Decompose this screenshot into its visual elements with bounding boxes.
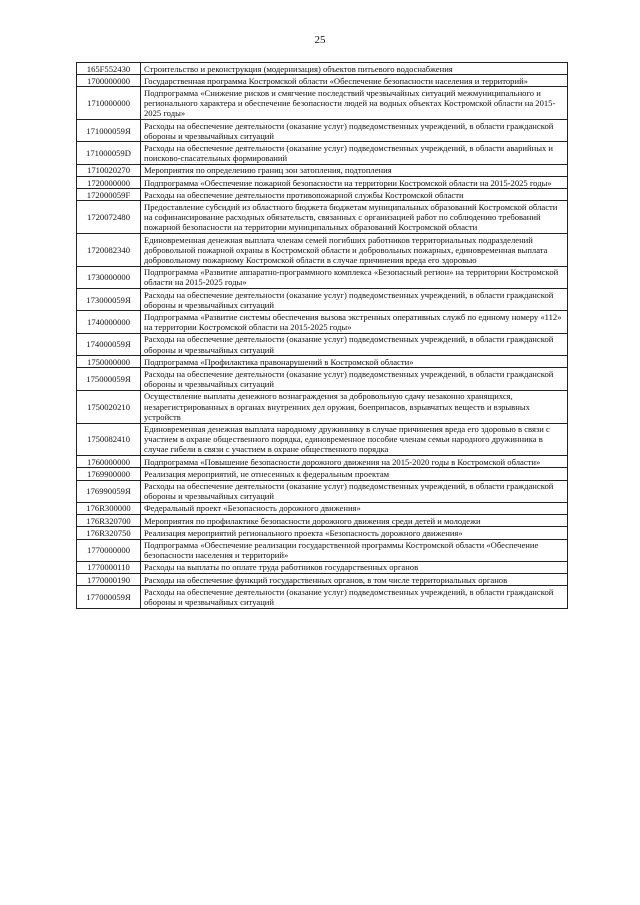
budget-code-cell: 1770000110 <box>77 561 141 573</box>
table-row <box>77 266 568 288</box>
description-cell: Подпрограмма «Обеспечение реализации государственной программы Костромской области «Обеспечение безопасности населения и территорий» <box>141 539 568 561</box>
table-body <box>77 63 568 609</box>
table-row <box>77 515 568 527</box>
table-row <box>77 368 568 390</box>
description-cell: Расходы на обеспечение деятельности (оказание услуг) подведомственных учреждений, в области гражданской обороны и чрезвычайных ситуаций <box>141 289 568 311</box>
description-cell: Государственная программа Костромской области «Обеспечение безопасности населения и территорий» <box>141 75 568 87</box>
budget-code-cell: 1720072480 <box>77 201 141 234</box>
budget-code-cell: 1730000000 <box>77 266 141 288</box>
budget-code-table <box>76 62 568 609</box>
description-cell: Расходы на выплаты по оплате труда работников государственных органов <box>141 561 568 573</box>
budget-code-cell: 1770000190 <box>77 574 141 586</box>
table-row <box>77 539 568 561</box>
budget-code-cell: 177000059Я <box>77 586 141 608</box>
budget-code-cell: 1769900000 <box>77 468 141 480</box>
budget-code-cell: 165F552430 <box>77 63 141 75</box>
table-row <box>77 527 568 539</box>
description-cell: Подпрограмма «Обеспечение пожарной безопасности на территории Костромской области на 2015-2025 годы» <box>141 177 568 189</box>
table-row <box>77 502 568 514</box>
table-row <box>77 289 568 311</box>
description-cell: Мероприятия по определению границ зон затопления, подтопления <box>141 164 568 176</box>
table-row <box>77 201 568 234</box>
table-row <box>77 390 568 423</box>
description-cell: Подпрограмма «Снижение рисков и смягчение последствий чрезвычайных ситуаций межмуниципального и регионального характера и обеспечение безопасности людей на водных объектах Костромской области на 2015-2025 годы» <box>141 87 568 120</box>
table-row <box>77 586 568 608</box>
description-cell: Расходы на обеспечение деятельности (оказание услуг) подведомственных учреждений, в области гражданской обороны и чрезвычайных ситуаций <box>141 480 568 502</box>
budget-code-cell: 1770000000 <box>77 539 141 561</box>
description-cell: Мероприятия по профилактике безопасности дорожного движения среди детей и молодежи <box>141 515 568 527</box>
table-row <box>77 234 568 267</box>
description-cell: Расходы на обеспечение деятельности (оказание услуг) подведомственных учреждений, в области гражданской обороны и чрезвычайных ситуаций <box>141 120 568 142</box>
table-row <box>77 142 568 164</box>
description-cell: Единовременная денежная выплата членам семей погибших работников территориальных подразделений добровольной пожарной охраны в Костромской области и добровольных пожарных, единовременная выплата добровольному пожарному Костромской области в случае причинения вреда его здоровью <box>141 234 568 267</box>
description-cell: Реализация мероприятий, не отнесенных к федеральным проектам <box>141 468 568 480</box>
budget-code-cell: 176990059Я <box>77 480 141 502</box>
table-row <box>77 561 568 573</box>
budget-code-cell: 176R320750 <box>77 527 141 539</box>
page-number: 25 <box>314 34 326 46</box>
table-row <box>77 423 568 456</box>
description-cell: Расходы на обеспечение деятельности противопожарной службы Костромской области <box>141 189 568 201</box>
description-cell: Расходы на обеспечение деятельности (оказание услуг) подведомственных учреждений, в области аварийных и поисково-спасательных формирований <box>141 142 568 164</box>
budget-code-cell: 1750020210 <box>77 390 141 423</box>
budget-code-cell: 1750000000 <box>77 356 141 368</box>
budget-code-cell: 176R300000 <box>77 502 141 514</box>
description-cell: Расходы на обеспечение функций государственных органов, в том числе территориальных органов <box>141 574 568 586</box>
budget-code-cell: 174000059Я <box>77 333 141 355</box>
table-row <box>77 87 568 120</box>
table-row <box>77 75 568 87</box>
description-cell: Единовременная денежная выплата народному дружиннику в случае причинения вреда его здоровью в связи с участием в охране общественного порядка, единовременное пособие членам семьи народного дружинника в случае гибели в связи с участием в охране общественного порядка <box>141 423 568 456</box>
budget-code-cell: 1740000000 <box>77 311 141 333</box>
description-cell: Подпрограмма «Развитие системы обеспечения вызова экстренных оперативных служб по единому номеру «112» на территории Костромской области на 2015-2025 годы» <box>141 311 568 333</box>
budget-code-cell: 173000059Я <box>77 289 141 311</box>
table-row <box>77 480 568 502</box>
description-cell: Строительство и реконструкция (модернизация) объектов питьевого водоснабжения <box>141 63 568 75</box>
budget-code-cell: 175000059Я <box>77 368 141 390</box>
table-row <box>77 120 568 142</box>
table-row <box>77 189 568 201</box>
table-row <box>77 333 568 355</box>
table-row <box>77 468 568 480</box>
description-cell: Федеральный проект «Безопасность дорожного движения» <box>141 502 568 514</box>
description-cell: Расходы на обеспечение деятельности (оказание услуг) подведомственных учреждений, в области гражданской обороны и чрезвычайных ситуаций <box>141 368 568 390</box>
table-row <box>77 311 568 333</box>
budget-code-cell: 1760000000 <box>77 456 141 468</box>
budget-code-cell: 1750082410 <box>77 423 141 456</box>
budget-code-cell: 176R320700 <box>77 515 141 527</box>
budget-code-cell: 1700000000 <box>77 75 141 87</box>
budget-code-cell: 171000059D <box>77 142 141 164</box>
budget-code-cell: 1710000000 <box>77 87 141 120</box>
description-cell: Расходы на обеспечение деятельности (оказание услуг) подведомственных учреждений, в области гражданской обороны и чрезвычайных ситуаций <box>141 333 568 355</box>
description-cell: Расходы на обеспечение деятельности (оказание услуг) подведомственных учреждений, в области гражданской обороны и чрезвычайных ситуаций <box>141 586 568 608</box>
description-cell: Предоставление субсидий из областного бюджета бюджетам муниципальных образований Костромской области на софинансирование расходных обязательств, связанных с организацией работ по соблюдению требований пожарной безопасности на территории муниципальных образований Костромской области <box>141 201 568 234</box>
budget-code-cell: 1720000000 <box>77 177 141 189</box>
table-row <box>77 456 568 468</box>
description-cell: Подпрограмма «Повышение безопасности дорожного движения на 2015-2020 годы в Костромской области» <box>141 456 568 468</box>
table-row <box>77 356 568 368</box>
description-cell: Осуществление выплаты денежного вознаграждения за добровольную сдачу незаконно хранящихся, незарегистрированных в органах внутренних дел оружия, боеприпасов, взрывчатых веществ и взрывных устройств <box>141 390 568 423</box>
description-cell: Подпрограмма «Профилактика правонарушений в Костромской области» <box>141 356 568 368</box>
budget-code-cell: 171000059Я <box>77 120 141 142</box>
table-row <box>77 574 568 586</box>
table-row <box>77 164 568 176</box>
budget-code-cell: 1710020270 <box>77 164 141 176</box>
description-cell: Подпрограмма «Развитие аппаратно-программного комплекса «Безопасный регион» на территории Костромской области на 2015-2025 годы» <box>141 266 568 288</box>
budget-code-cell: 1720082340 <box>77 234 141 267</box>
description-cell: Реализация мероприятий регионального проекта «Безопасность дорожного движения» <box>141 527 568 539</box>
table-row <box>77 63 568 75</box>
table-row <box>77 177 568 189</box>
budget-code-cell: 172000059F <box>77 189 141 201</box>
